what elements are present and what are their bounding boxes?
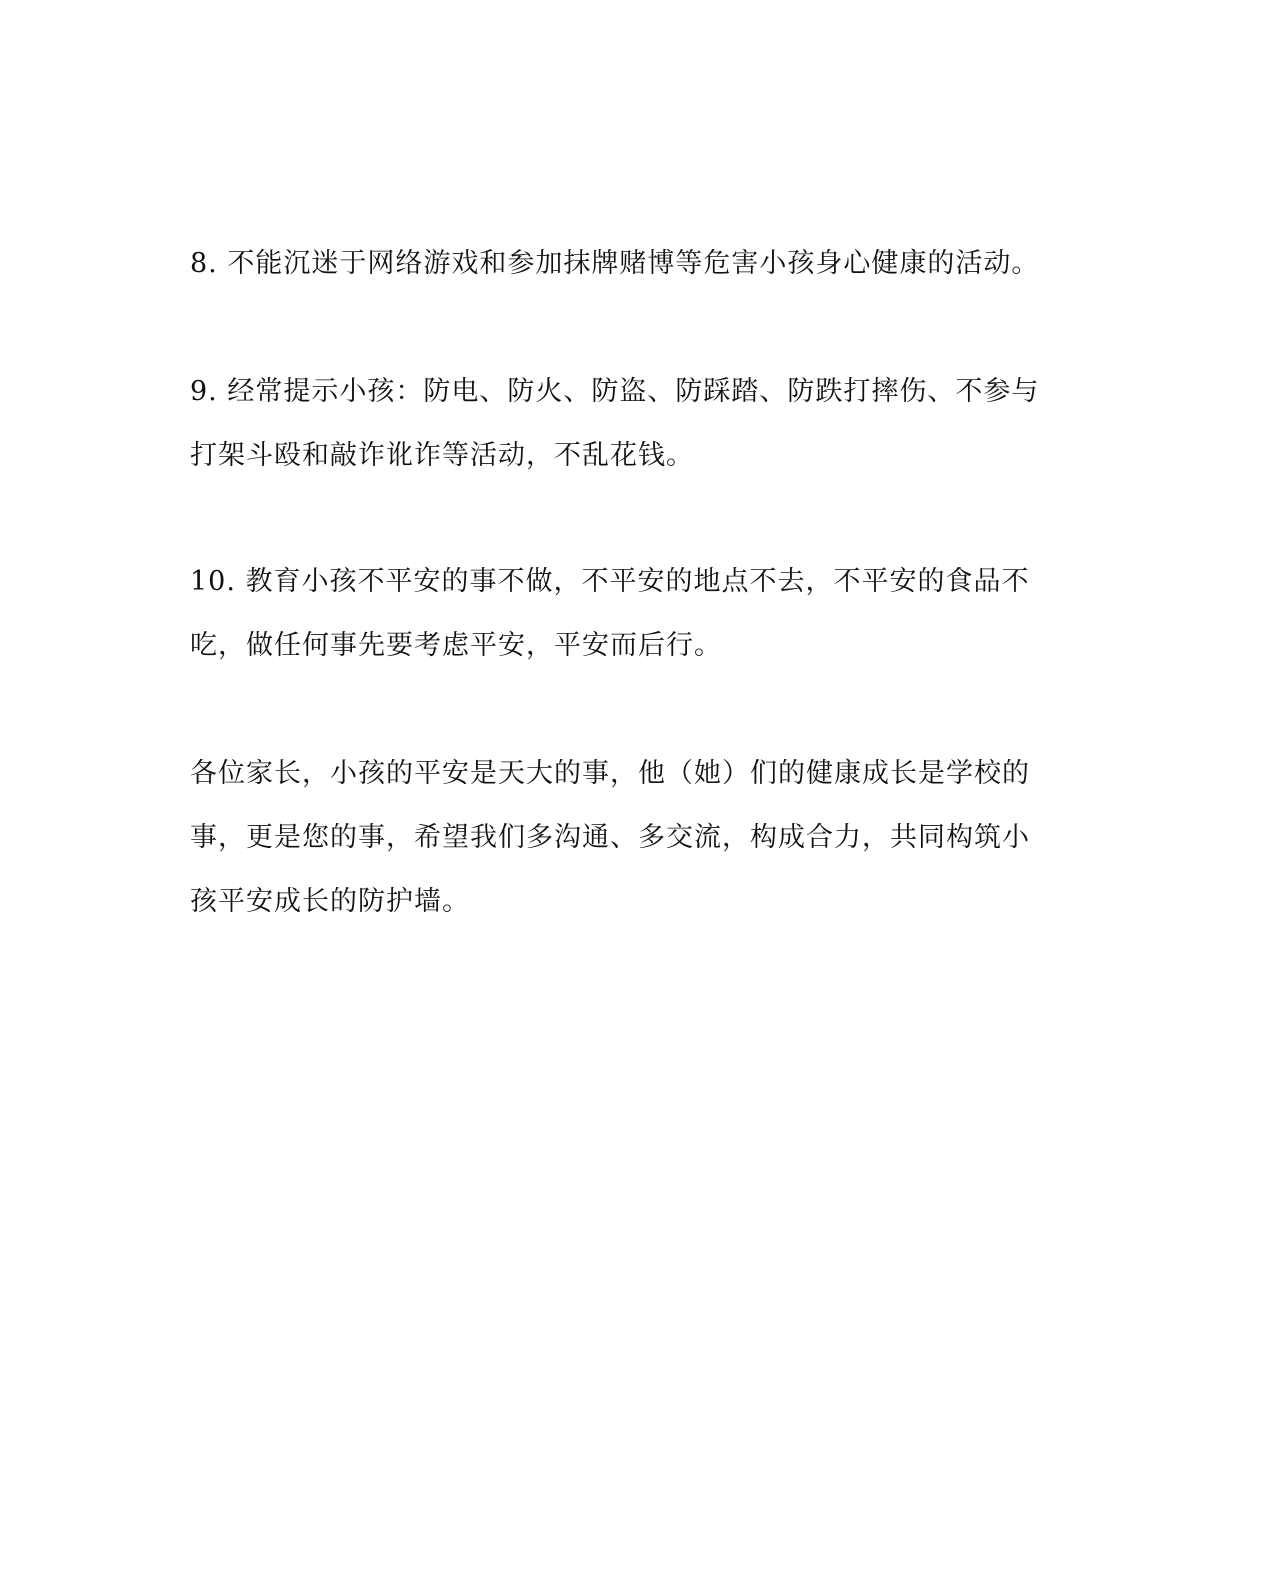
paragraph-line: 孩平安成长的防护墙。 bbox=[190, 886, 470, 917]
paragraph-line: 8. 不能沉迷于网络游戏和参加抹牌赌博等危害小孩身心健康的活动。 bbox=[190, 248, 1040, 279]
paragraph-line: 事，更是您的事，希望我们多沟通、多交流，构成合力，共同构筑小 bbox=[190, 822, 1030, 853]
paragraph-line: 10. 教育小孩不平安的事不做，不平安的地点不去，不平安的食品不 bbox=[190, 566, 1030, 597]
paragraph-item-8 bbox=[190, 232, 1039, 296]
paragraph-line: 吃，做任何事先要考虑平安，平安而后行。 bbox=[190, 630, 722, 661]
paragraph-line: 各位家长，小孩的平安是天大的事，他（她）们的健康成长是学校的 bbox=[190, 758, 1030, 789]
closing-paragraph bbox=[190, 742, 1030, 934]
paragraph-item-9 bbox=[190, 360, 1039, 488]
paragraph-line: 打架斗殴和敲诈讹诈等活动，不乱花钱。 bbox=[190, 440, 694, 471]
paragraph-item-10 bbox=[190, 550, 1030, 678]
paragraph-line: 9. 经常提示小孩：防电、防火、防盗、防踩踏、防跌打摔伤、不参与 bbox=[190, 376, 1040, 407]
